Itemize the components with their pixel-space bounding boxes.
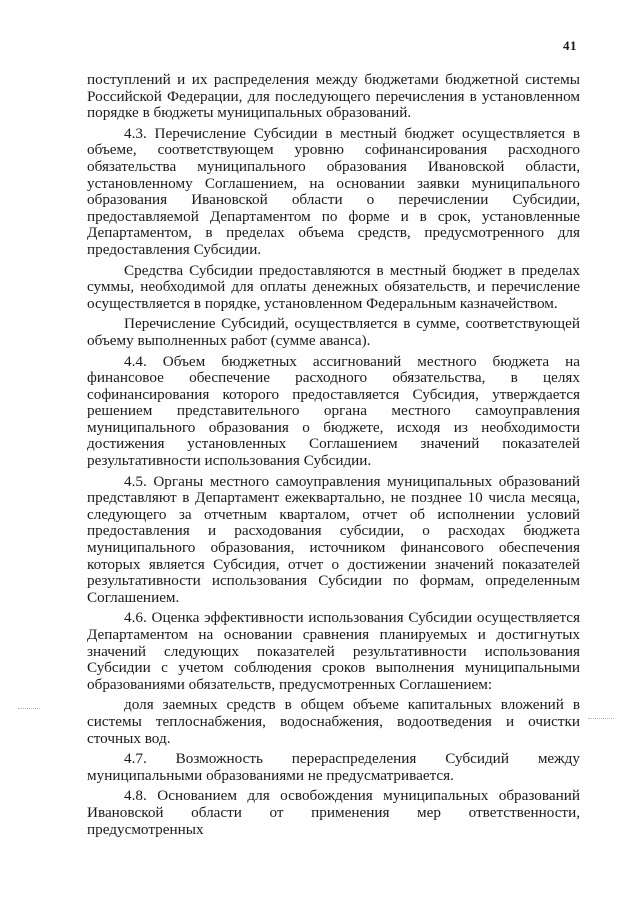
paragraph-4-7: 4.7. Возможность перераспределения Субсидий между муниципальными образованиями не предусматривается. — [87, 750, 580, 784]
document-body — [87, 72, 580, 838]
paragraph-subsidy-transfer: Перечисление Субсидий, осуществляется в сумме, соответствующей объему выполненных работ (сумме аванса). — [87, 315, 580, 349]
page-number: 41 — [563, 38, 577, 53]
paragraph-4-3: 4.3. Перечисление Субсидии в местный бюджет осуществляется в объеме, соответствующем уровню софинансирования расходного обязательства муниципального образования Ивановской области, установленному Соглашением, на основании заявки муниципального образования Ивановской области о перечислении Субсидии, предоставляемой Департаментом по форме и в срок, установленные Департаментом, в пределах объема средств, предусмотренного для предоставления Субсидии. — [87, 124, 580, 258]
paragraph-continuation: поступлений и их распределения между бюджетами бюджетной системы Российской Федерации, для последующего перечисления в установленном порядке в бюджеты муниципальных образований. — [87, 71, 580, 122]
paragraph-subsidy-funds: Средства Субсидии предоставляются в местный бюджет в пределах суммы, необходимой для оплаты денежных обязательств, и перечисление осуществляется в порядке, установленном Федеральным казначейством. — [87, 261, 580, 312]
margin-mark-left — [18, 708, 40, 710]
paragraph-4-5: 4.5. Органы местного самоуправления муниципальных образований представляют в Департамент ежеквартально, не позднее 10 числа месяца, следующего за отчетным кварталом, отчет об исполнении условий предоставления и расходования субсидии, о расходах бюджета муниципального образования, источником финансового обеспечения которых является Субсидия, отчет о достижении значений показателей результативности использования Субсидии по формам, определенным Соглашением. — [87, 472, 580, 606]
margin-mark-right — [588, 718, 614, 720]
paragraph-indicator: доля заемных средств в общем объеме капитальных вложений в системы теплоснабжения, водоснабжения, водоотведения и очистки сточных вод. — [87, 696, 580, 747]
paragraph-4-6: 4.6. Оценка эффективности использования Субсидии осуществляется Департаментом на основании сравнения планируемых и достигнутых значений следующих показателей результативности использования Субсидии с учетом соблюдения сроков выполнения муниципальными образованиями обязательств, предусмотренных Соглашением: — [87, 609, 580, 693]
paragraph-4-8: 4.8. Основанием для освобождения муниципальных образований Ивановской области от применения мер ответственности, предусмотренных — [87, 787, 580, 838]
paragraph-4-4: 4.4. Объем бюджетных ассигнований местного бюджета на финансовое обеспечение расходного обязательства, в целях софинансирования которого предоставляется Субсидия, утверждается решением представительного органа местного самоуправления муниципального образования о бюджете, исходя из необходимости достижения установленных Соглашением значений показателей результативности использования Субсидии. — [87, 352, 580, 470]
